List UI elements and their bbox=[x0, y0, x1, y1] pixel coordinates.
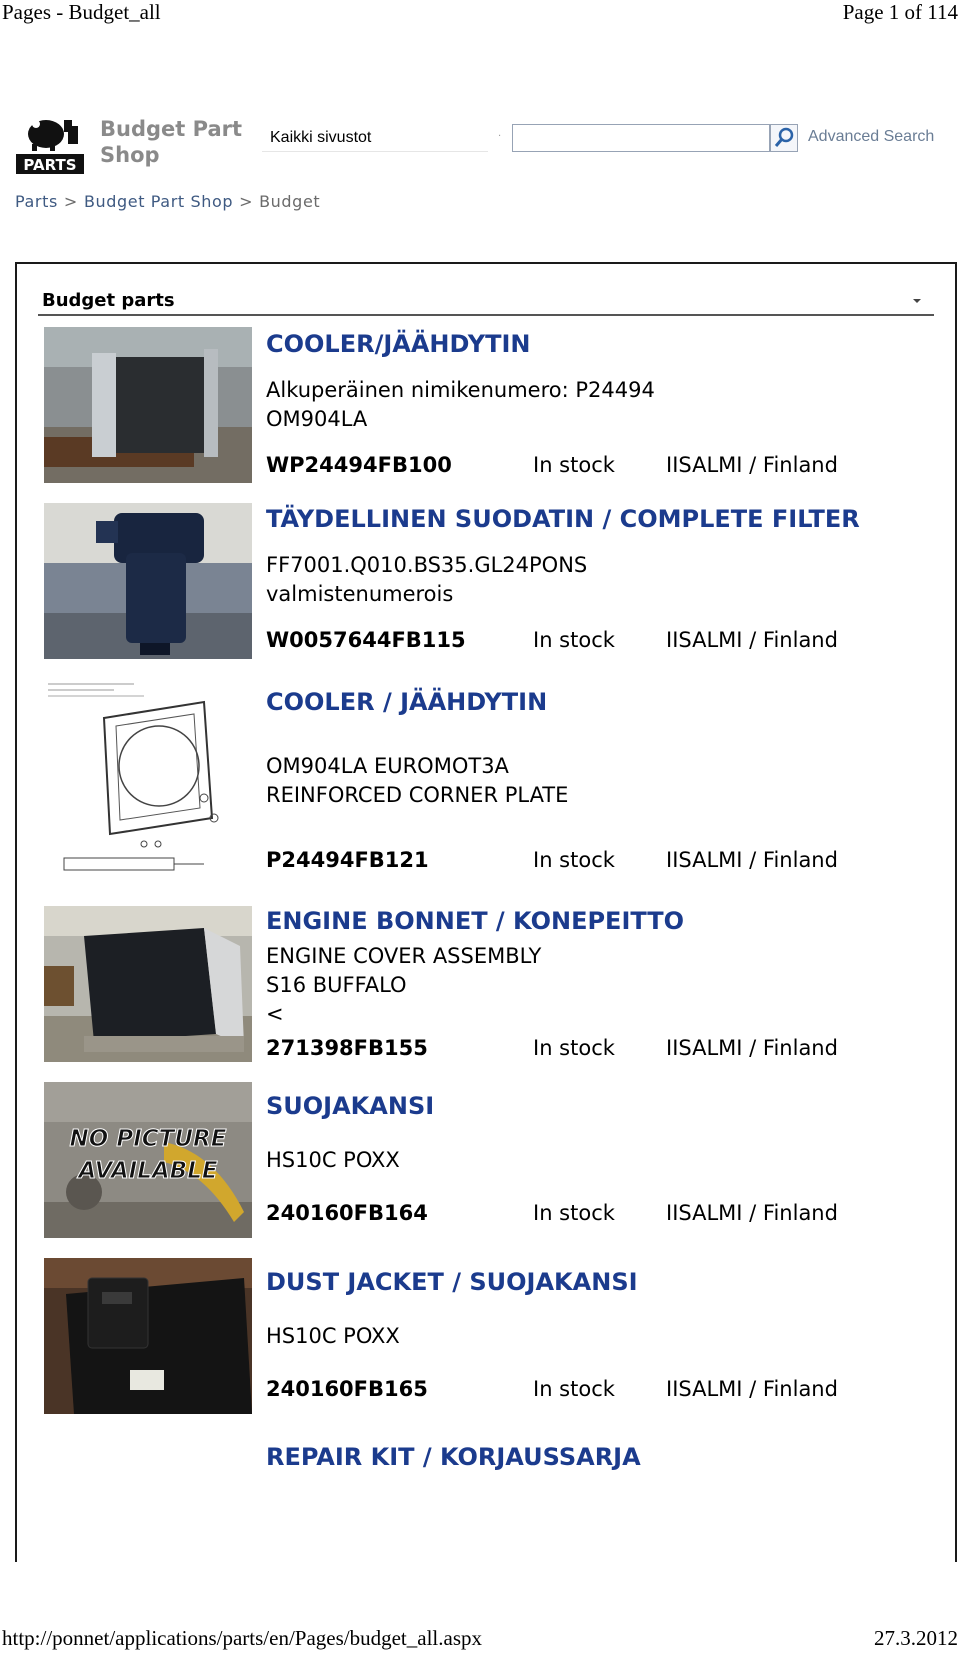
breadcrumb-separator: > bbox=[63, 192, 78, 211]
item-image-no-picture[interactable] bbox=[44, 1082, 252, 1238]
item-description: Alkuperäinen nimikenumero: P24494 bbox=[266, 378, 655, 402]
print-footer-url: http://ponnet/applications/parts/en/Pages/budget_all.aspx bbox=[2, 1626, 482, 1650]
item-code: 240160FB165 bbox=[266, 1377, 428, 1401]
item-title[interactable]: TÄYDELLINEN SUODATIN / COMPLETE FILTER bbox=[266, 505, 860, 533]
item-stock-status: In stock bbox=[533, 453, 615, 477]
item-description: ENGINE COVER ASSEMBLY bbox=[266, 944, 542, 968]
item-image-bonnet[interactable] bbox=[44, 906, 252, 1062]
search-scope-select[interactable]: Kaikki sivustot bbox=[262, 126, 488, 152]
print-header-title: Pages - Budget_all bbox=[2, 0, 161, 24]
item-description: FF7001.Q010.BS35.GL24PONS bbox=[266, 553, 588, 577]
parts-logo[interactable] bbox=[16, 114, 84, 174]
breadcrumb-separator: > bbox=[239, 192, 254, 211]
print-footer-date: 27.3.2012 bbox=[874, 1626, 958, 1650]
item-stock-status: In stock bbox=[533, 628, 615, 652]
item-description: OM904LA bbox=[266, 407, 368, 431]
item-description: S16 BUFFALO bbox=[266, 973, 407, 997]
item-location: IISALMI / Finland bbox=[666, 1201, 838, 1225]
advanced-search-link[interactable]: Advanced Search bbox=[808, 128, 935, 145]
search-button[interactable] bbox=[770, 124, 798, 152]
item-code: W0057644FB115 bbox=[266, 628, 466, 652]
svg-text:NO PICTURE: NO PICTURE bbox=[69, 1126, 227, 1152]
webpart-title-divider bbox=[38, 314, 934, 316]
item-location: IISALMI / Finland bbox=[666, 1377, 838, 1401]
print-header bbox=[0, 0, 960, 28]
search-input[interactable] bbox=[512, 124, 770, 152]
item-image-dust-jacket[interactable] bbox=[44, 1258, 252, 1414]
print-footer bbox=[0, 1626, 960, 1654]
item-title[interactable]: SUOJAKANSI bbox=[266, 1092, 435, 1120]
breadcrumb-budget: Budget bbox=[259, 192, 321, 211]
item-code: P24494FB121 bbox=[266, 848, 429, 872]
item-stock-status: In stock bbox=[533, 1377, 615, 1401]
item-description: HS10C POXX bbox=[266, 1324, 400, 1348]
breadcrumb-budget-part-shop[interactable]: Budget Part Shop bbox=[83, 192, 234, 211]
print-header-page: Page 1 of 114 bbox=[842, 0, 958, 24]
item-title[interactable]: COOLER / JÄÄHDYTIN bbox=[266, 688, 548, 716]
item-image-filter[interactable] bbox=[44, 503, 252, 659]
item-location: IISALMI / Finland bbox=[666, 453, 838, 477]
item-description: < bbox=[266, 1002, 284, 1026]
item-description: REINFORCED CORNER PLATE bbox=[266, 783, 569, 807]
item-image-cooler[interactable] bbox=[44, 327, 252, 483]
item-description: valmistenumerois bbox=[266, 582, 454, 606]
item-stock-status: In stock bbox=[533, 1036, 615, 1060]
search-icon bbox=[771, 125, 797, 151]
webpart-title[interactable]: Budget parts bbox=[42, 290, 175, 311]
item-stock-status: In stock bbox=[533, 848, 615, 872]
item-title[interactable]: REPAIR KIT / KORJAUSSARJA bbox=[266, 1443, 641, 1471]
logo-text: PARTS bbox=[23, 156, 77, 174]
item-title[interactable]: COOLER/JÄÄHDYTIN bbox=[266, 330, 531, 358]
item-code: 240160FB164 bbox=[266, 1201, 428, 1225]
webpart-menu-icon[interactable] bbox=[913, 299, 921, 303]
breadcrumb-parts[interactable]: Parts bbox=[15, 192, 58, 211]
item-title[interactable]: ENGINE BONNET / KONEPEITTO bbox=[266, 907, 685, 935]
item-code: WP24494FB100 bbox=[266, 453, 452, 477]
item-code: 271398FB155 bbox=[266, 1036, 428, 1060]
breadcrumb bbox=[15, 192, 320, 211]
scope-dropdown-marker: · bbox=[498, 131, 502, 142]
item-description: OM904LA EUROMOT3A bbox=[266, 754, 509, 778]
item-description: HS10C POXX bbox=[266, 1148, 400, 1172]
item-stock-status: In stock bbox=[533, 1201, 615, 1225]
item-location: IISALMI / Finland bbox=[666, 848, 838, 872]
item-title[interactable]: DUST JACKET / SUOJAKANSI bbox=[266, 1268, 638, 1296]
item-location: IISALMI / Finland bbox=[666, 628, 838, 652]
site-title[interactable]: Budget Part Shop bbox=[100, 117, 243, 167]
svg-text:AVAILABLE: AVAILABLE bbox=[78, 1158, 218, 1184]
item-image-cooler-drawing[interactable] bbox=[44, 678, 252, 884]
item-location: IISALMI / Finland bbox=[666, 1036, 838, 1060]
